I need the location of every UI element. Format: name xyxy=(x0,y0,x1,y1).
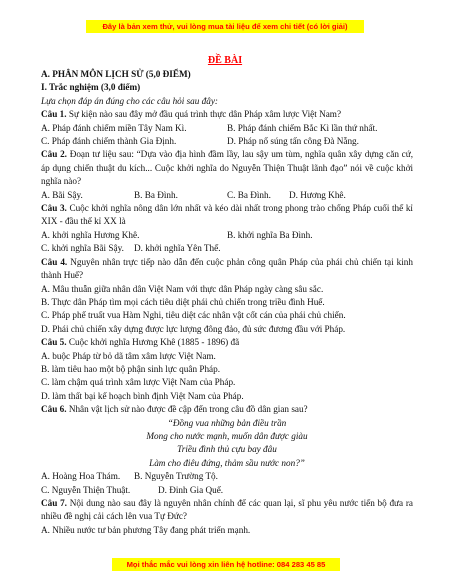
exam-content xyxy=(41,68,413,537)
question-text: Sự kiện nào sau đây mở đầu quá trình thực dân Pháp xâm lược Việt Nam? xyxy=(66,109,342,120)
question-number: Câu 1. xyxy=(41,109,67,120)
answer-option: B. Nguyễn Trường Tộ. xyxy=(134,471,218,482)
question-2 xyxy=(41,148,413,188)
answer-option: D. Phái chủ chiến xây dựng được lực lượng đông đảo, đủ sức đương đầu với Pháp. xyxy=(41,323,346,334)
answer-option: C. Nguyễn Thiện Thuật. xyxy=(41,484,131,495)
question-number: Câu 7. xyxy=(41,498,67,508)
answer-option: D. làm thất bại kế hoạch bình định Việt Nam của Pháp. xyxy=(41,390,244,401)
question-number: Câu 3. xyxy=(41,203,67,214)
answer-option: B. Thực dân Pháp tìm mọi cách tiêu diệt phái chủ chiến trong triều đình Huế. xyxy=(41,296,325,307)
answer-option: B. Ba Đình. xyxy=(134,189,178,200)
answer-option: A. buộc Pháp từ bỏ dã tâm xâm lược Việt Nam. xyxy=(41,350,216,361)
preview-banner: Đây là bản xem thử, vui lòng mua tài liệu để xem chi tiết (có lời giải) xyxy=(86,20,364,33)
question-text: Nội dung nào sau đây là nguyên nhân chính để các quan lại, sĩ phu yêu nước tiến bộ đưa ra nhiều đề nghị cải cách lên vua Tự Đức? xyxy=(41,498,413,522)
answer-option: C. Pháp phế truất vua Hàm Nghi, tiêu diệt các nhân vật cốt cán của phái chủ chiến. xyxy=(41,310,346,321)
answer-option: A. Mâu thuẫn giữa nhân dân Việt Nam với thực dân Pháp ngày càng sâu sắc. xyxy=(41,283,324,294)
question-7 xyxy=(41,497,413,524)
hotline-footer: Mọi thắc mắc vui lòng xin liên hệ hotline: 084 283 45 85 xyxy=(112,558,340,571)
answer-row xyxy=(41,122,413,135)
question-text: Cuộc khởi nghĩa Hương Khê (1885 - 1896) đã xyxy=(66,337,240,348)
section-heading: A. PHÂN MÔN LỊCH SỬ (5,0 ĐIỂM) xyxy=(41,69,191,79)
answer-option: C. Ba Đình. xyxy=(227,189,271,200)
answer-option: A. Bãi Sậy. xyxy=(41,189,83,200)
answer-row xyxy=(41,484,413,497)
poem-line: Triều đình thủ cựu bay đâu xyxy=(177,444,277,455)
answer-option: B. khởi nghĩa Ba Đình. xyxy=(227,229,313,240)
answer-option: A. Hoàng Hoa Thám. xyxy=(41,471,121,482)
answer-option: A. Nhiều nước tư bản phương Tây đang phát triển mạnh. xyxy=(41,524,251,535)
question-text: Nguyên nhân trực tiếp nào dẫn đến cuộc phản công quân Pháp của phái chủ chiến tại kinh thành Huế? xyxy=(41,256,413,281)
question-6 xyxy=(41,403,413,416)
answer-option: A. Pháp đánh chiếm miền Tây Nam Kì. xyxy=(41,122,187,133)
answer-option: B. Pháp đánh chiếm Bắc Kì lần thứ nhất. xyxy=(227,122,378,133)
poem-line: Mong cho nước mạnh, muốn dân được giàu xyxy=(146,430,308,441)
question-4 xyxy=(41,256,413,283)
question-text: Cuộc khởi nghĩa nông dân lớn nhất và kéo dài nhất trong phong trào chống Pháp cuối thế kỉ XIX - đầu thế kỉ XX là xyxy=(41,203,413,227)
answer-option: D. khởi nghĩa Yên Thế. xyxy=(134,243,221,254)
answer-row xyxy=(41,229,413,242)
answer-row xyxy=(41,135,413,148)
page-title: ĐỀ BÀI xyxy=(207,55,243,66)
answer-row xyxy=(41,470,413,483)
question-1 xyxy=(41,108,413,121)
part-heading: I. Trắc nghiệm (3,0 điểm) xyxy=(41,82,141,93)
answer-option: B. làm tiêu hao một bộ phận sinh lực quân Pháp. xyxy=(41,363,221,374)
question-number: Câu 4. xyxy=(41,256,68,267)
answer-row xyxy=(41,189,413,202)
answer-option: D. Đinh Gia Quế. xyxy=(158,484,224,495)
question-3 xyxy=(41,202,413,229)
answer-option: C. khởi nghĩa Bãi Sậy. xyxy=(41,243,124,254)
answer-row xyxy=(41,242,413,255)
poem-line: Làm cho điêu đứng, thảm sầu nước non?” xyxy=(149,457,305,468)
question-5 xyxy=(41,336,413,349)
question-number: Câu 5. xyxy=(41,337,67,348)
answer-option: D. Pháp nổ súng tấn công Đà Nẵng. xyxy=(227,136,359,147)
question-text: Đoạn tư liệu sau: “Dựa vào địa hình đầm lầy, lau sậy um tùm, nghĩa quân xây dựng căn cứ, áp dụng chiến thuật du kích... Cuộc khởi nghĩa do Nguyễn Thiện Thuật lãnh đạo” nói về cuộc khởi nghĩa nào? xyxy=(41,149,414,187)
answer-option: C. Pháp đánh chiếm thành Gia Định. xyxy=(41,136,177,147)
answer-option: D. Hương Khê. xyxy=(289,189,346,200)
question-number: Câu 2. xyxy=(41,149,67,160)
answer-option: A. khởi nghĩa Hương Khê. xyxy=(41,229,140,240)
question-number: Câu 6. xyxy=(41,404,67,415)
instruction-text: Lựa chọn đáp án đúng cho các câu hỏi sau đây: xyxy=(41,95,218,106)
question-text: Nhân vật lịch sử nào được đề cập đến trong câu đồ dân gian sau? xyxy=(66,404,308,415)
poem-line: “Đồng vua những bản điều trần xyxy=(167,417,287,428)
answer-option: C. làm chậm quá trình xâm lược Việt Nam của Pháp. xyxy=(41,377,236,388)
